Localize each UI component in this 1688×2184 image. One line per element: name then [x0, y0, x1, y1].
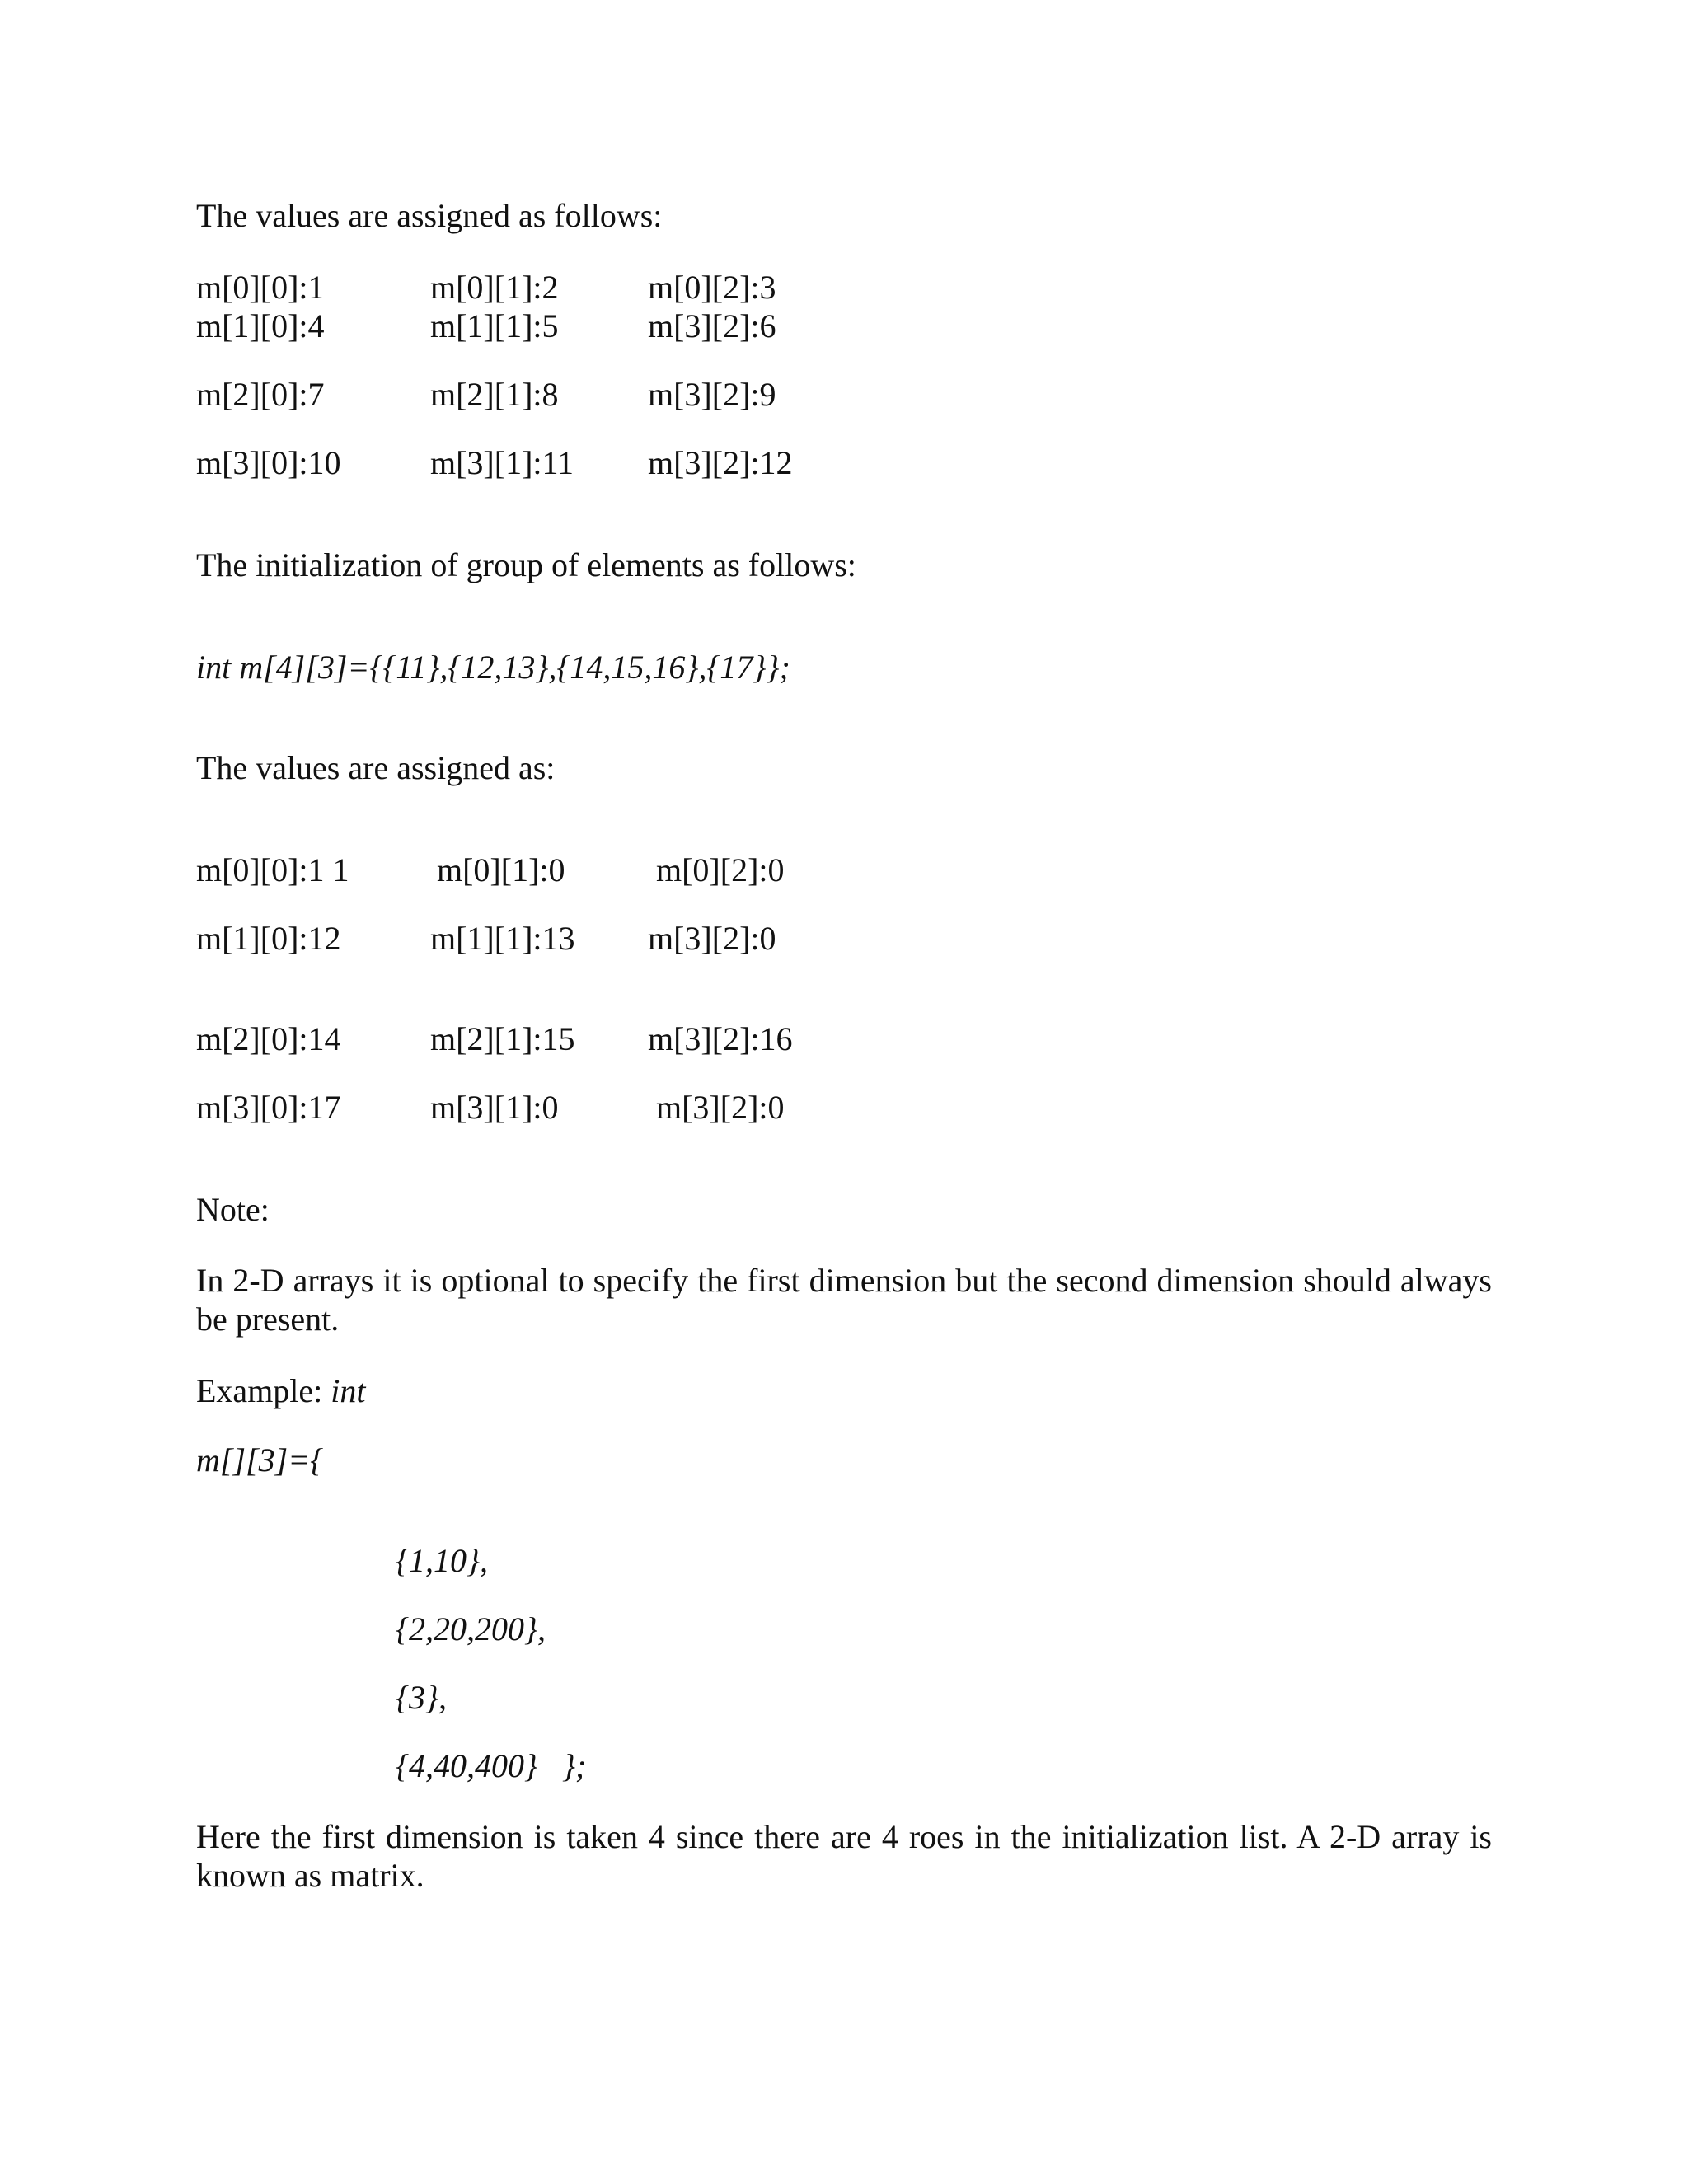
s3-cell: m[3][2]:16 — [648, 1020, 793, 1057]
example-code-line: {3}, — [396, 1679, 447, 1716]
s1-cell: m[0][0]:1 — [196, 269, 325, 306]
section1-heading: The values are assigned as follows: — [196, 197, 663, 234]
example-code-line: {2,20,200}, — [396, 1610, 546, 1647]
example-code-line: {1,10}, — [396, 1542, 488, 1579]
s1-cell: m[2][1]:8 — [430, 376, 559, 413]
example-keyword: int — [331, 1372, 366, 1409]
s3-cell: m[2][1]:15 — [430, 1020, 575, 1057]
s1-cell: m[3][2]:6 — [648, 307, 776, 344]
s1-cell: m[0][2]:3 — [648, 269, 776, 306]
s1-cell: m[3][1]:11 — [430, 444, 574, 481]
example-line — [196, 1371, 366, 1411]
s3-cell: m[3][2]:0 — [648, 920, 776, 957]
conclusion-text: Here the first dimension is taken 4 since there are 4 roes in the initialization list. A 2-D array is known as matrix. — [196, 1818, 1492, 1894]
s3-cell: m[2][0]:14 — [196, 1020, 341, 1057]
s3-cell: m[3][0]:17 — [196, 1089, 341, 1126]
s1-cell: m[1][1]:5 — [430, 307, 559, 344]
s1-cell: m[0][1]:2 — [430, 269, 559, 306]
section2-heading: The initialization of group of elements as follows: — [196, 546, 856, 583]
s1-cell: m[3][2]:12 — [648, 444, 793, 481]
s3-cell: m[3][2]:0 — [656, 1089, 785, 1126]
s1-cell: m[3][0]:10 — [196, 444, 341, 481]
s3-cell: m[0][2]:0 — [656, 851, 785, 888]
s1-cell: m[2][0]:7 — [196, 376, 325, 413]
example-code-start: m[][3]={ — [196, 1441, 324, 1479]
init-code: int m[4][3]={{11},{12,13},{14,15,16},{17}}; — [196, 649, 790, 686]
s3-cell: m[1][0]:12 — [196, 920, 341, 957]
section3-heading: The values are assigned as: — [196, 749, 556, 786]
s3-cell: m[0][0]:1 1 — [196, 851, 349, 888]
example-code-line: {4,40,400} }; — [396, 1747, 587, 1784]
note-text: In 2-D arrays it is optional to specify the first dimension but the second dimension should always be present. — [196, 1262, 1492, 1338]
example-label: Example: — [196, 1372, 323, 1409]
s3-cell: m[0][1]:0 — [437, 851, 565, 888]
s1-cell: m[3][2]:9 — [648, 376, 776, 413]
s3-cell: m[1][1]:13 — [430, 920, 575, 957]
s3-cell: m[3][1]:0 — [430, 1089, 559, 1126]
s1-cell: m[1][0]:4 — [196, 307, 325, 344]
note-label: Note: — [196, 1191, 270, 1228]
